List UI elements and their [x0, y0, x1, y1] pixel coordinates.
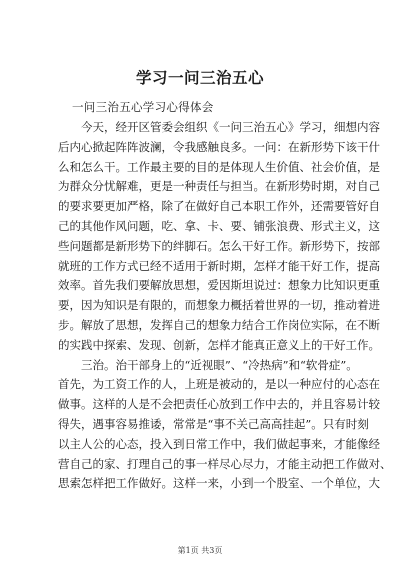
body-line: 要，因为知识是有限的，而想象力概括着世界的一切，推动着进 [58, 298, 380, 313]
document-subtitle: 一问三治五心学习心得体会 [72, 100, 214, 114]
body-line: 的实践中探索、发现、创新，怎样才能真正意义上的干好工作。 [58, 337, 380, 352]
body-line: 营自己的家、打理自己的事一样尽心尽力，才能主动把工作做对、 [58, 456, 392, 471]
body-line: 得失，遇事容易推诿，常常是“事不关己高高挂起”。只有时刻 [58, 416, 369, 431]
body-line: 三治。治干部身上的“近视眼”、“冷热病”和“软骨症”。 [81, 357, 358, 372]
body-line: 的要求要更加严格，除了在做好自己本职工作外，还需要管好自 [58, 199, 380, 214]
body-line: 今天，经开区管委会组织《一问三治五心》学习，细想内容 [81, 120, 380, 134]
body-line: 做事。这样的人是不会把责任心放到工作中去的，并且容易计较 [58, 397, 380, 412]
body-line: 效率。首先我们要解放思想，爱因斯坦说过：想象力比知识更重 [58, 278, 380, 293]
body-line: 为群众分忧解难，更是一种责任与担当。在新形势时期，对自己 [58, 179, 380, 194]
body-line: 步。解放了思想，发挥自己的想象力结合工作岗位实际，在不断 [58, 317, 380, 332]
document-title: 学习一问三治五心 [135, 68, 264, 87]
document-body [58, 118, 392, 494]
body-line: 首先，为工资工作的人，上班是被动的，是以一种应付的心态在 [58, 377, 380, 392]
body-line: 些问题都是新形势下的绊脚石。怎么干好工作。新形势下，按部 [58, 238, 380, 253]
body-line: 思索怎样把工作做好。这样一来，小到一个股室、一个单位，大 [58, 476, 380, 491]
body-line: 后内心掀起阵阵波澜，令我感触良多。一问：在新形势下该干什 [58, 139, 380, 154]
page-footer: 第1页 共3页 [177, 546, 223, 555]
body-line: 以主人公的心态，投入到日常工作中，我们做起事来，才能像经 [58, 436, 380, 451]
body-line: 己的其他作风问题，吃、拿、卡、要、铺张浪费、形式主义，这 [58, 218, 380, 233]
body-line: 么和怎么干。工作最主要的目的是体现人生价值、社会价值，是 [58, 159, 380, 174]
body-line: 就班的工作方式已经不适用于新时期，怎样才能干好工作，提高 [58, 258, 380, 273]
